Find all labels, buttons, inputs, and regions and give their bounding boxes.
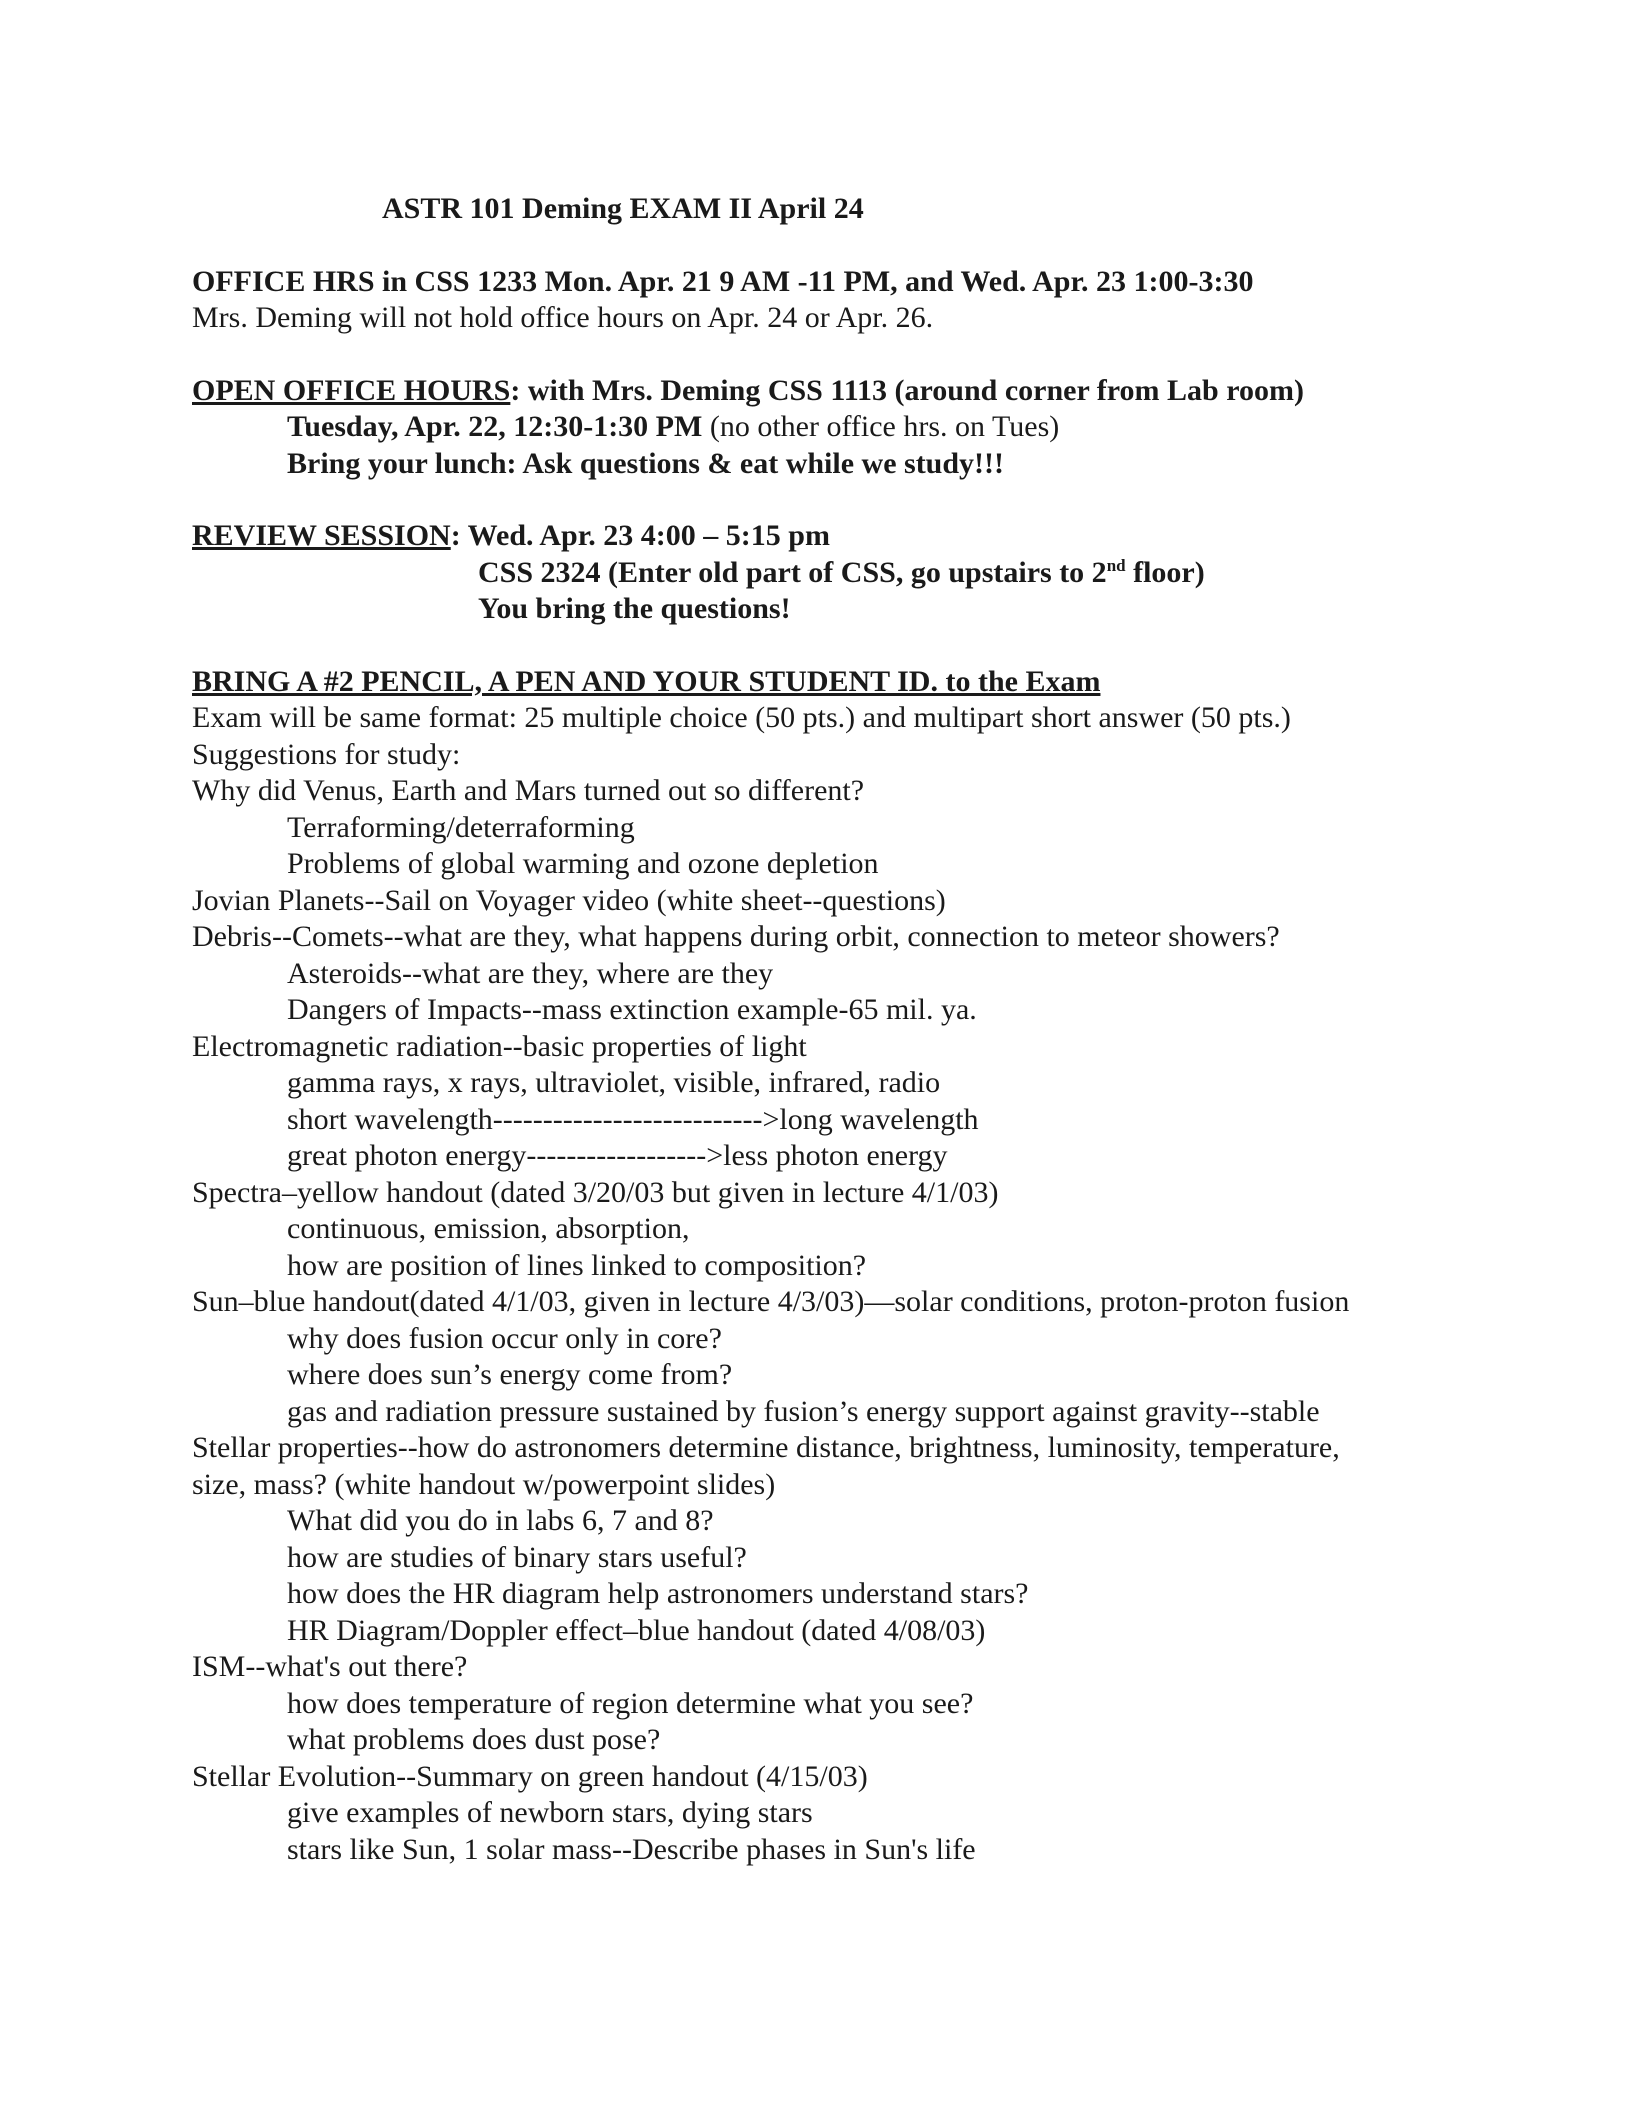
office-hours-heading: OFFICE HRS in CSS 1233 Mon. Apr. 21 9 AM -11 PM, and Wed. Apr. 23 1:00-3:30 — [192, 265, 1254, 298]
study-line: how are position of lines linked to composition? — [287, 1249, 867, 1282]
study-line: Stellar Evolution--Summary on green handout (4/15/03) — [192, 1760, 868, 1793]
study-line: Stellar properties--how do astronomers determine distance, brightness, luminosity, temperature, — [192, 1431, 1340, 1464]
review-session-room-tail: floor) — [1125, 556, 1205, 589]
study-line: Problems of global warming and ozone depletion — [287, 847, 879, 880]
document-title: ASTR 101 Deming EXAM II April 24 — [382, 192, 864, 225]
open-office-hours-heading — [192, 373, 1304, 409]
study-line: gamma rays, x rays, ultraviolet, visible, infrared, radio — [287, 1066, 941, 1099]
review-session-room-sup: nd — [1106, 556, 1126, 575]
review-session-heading — [192, 518, 830, 554]
study-line: what problems does dust pose? — [287, 1723, 661, 1756]
open-office-hours-time — [287, 409, 1059, 445]
study-line: how are studies of binary stars useful? — [287, 1541, 747, 1574]
study-line: Dangers of Impacts--mass extinction example-65 mil. ya. — [287, 993, 977, 1026]
study-line: how does the HR diagram help astronomers understand stars? — [287, 1577, 1029, 1610]
office-hours-note: Mrs. Deming will not hold office hours on Apr. 24 or Apr. 26. — [192, 301, 934, 334]
review-session-label: REVIEW SESSION — [192, 519, 451, 552]
bring-supplies-heading: BRING A #2 PENCIL, A PEN AND YOUR STUDENT ID. to the Exam — [192, 665, 1101, 698]
study-line: ISM--what's out there? — [192, 1650, 468, 1683]
study-line: Jovian Planets--Sail on Voyager video (white sheet--questions) — [192, 884, 946, 917]
study-line: Why did Venus, Earth and Mars turned out so different? — [192, 774, 865, 807]
review-session-bring: You bring the questions! — [478, 592, 791, 625]
study-line: Suggestions for study: — [192, 738, 461, 771]
study-line: stars like Sun, 1 solar mass--Describe phases in Sun's life — [287, 1833, 976, 1866]
study-line: give examples of newborn stars, dying stars — [287, 1796, 813, 1829]
study-line: gas and radiation pressure sustained by fusion’s energy support against gravity--stable — [287, 1395, 1320, 1428]
study-line: where does sun’s energy come from? — [287, 1358, 733, 1391]
study-line: great photon energy------------------>less photon energy — [287, 1139, 948, 1172]
study-line: Debris--Comets--what are they, what happens during orbit, connection to meteor showers? — [192, 920, 1280, 953]
study-line: size, mass? (white handout w/powerpoint slides) — [192, 1468, 776, 1501]
study-line: short wavelength--------------------------->long wavelength — [287, 1103, 979, 1136]
study-line: HR Diagram/Doppler effect–blue handout (dated 4/08/03) — [287, 1614, 986, 1647]
study-line: Spectra–yellow handout (dated 3/20/03 but given in lecture 4/1/03) — [192, 1176, 999, 1209]
study-line: Sun–blue handout(dated 4/1/03, given in lecture 4/3/03)—solar conditions, proton-proton fusion — [192, 1285, 1350, 1318]
study-line: Exam will be same format: 25 multiple choice (50 pts.) and multipart short answer (50 pts.) — [192, 701, 1291, 734]
study-line: Asteroids--what are they, where are they — [287, 957, 774, 990]
review-session-time: : Wed. Apr. 23 4:00 – 5:15 pm — [450, 519, 830, 552]
review-session-room — [478, 555, 1205, 591]
open-office-hours-time-bold: Tuesday, Apr. 22, 12:30-1:30 PM — [287, 410, 703, 443]
open-office-hours-lunch: Bring your lunch: Ask questions & eat while we study!!! — [287, 447, 1005, 480]
study-line: why does fusion occur only in core? — [287, 1322, 722, 1355]
study-line: Terraforming/deterraforming — [287, 811, 635, 844]
review-session-room-text: CSS 2324 (Enter old part of CSS, go upstairs to 2 — [478, 556, 1107, 589]
study-line: continuous, emission, absorption, — [287, 1212, 690, 1245]
study-line: What did you do in labs 6, 7 and 8? — [287, 1504, 714, 1537]
study-line: how does temperature of region determine what you see? — [287, 1687, 974, 1720]
open-office-hours-location: : with Mrs. Deming CSS 1113 (around corner from Lab room) — [510, 374, 1304, 407]
study-line: Electromagnetic radiation--basic properties of light — [192, 1030, 807, 1063]
open-office-hours-label: OPEN OFFICE HOURS — [192, 374, 511, 407]
open-office-hours-time-note: (no other office hrs. on Tues) — [702, 410, 1060, 443]
